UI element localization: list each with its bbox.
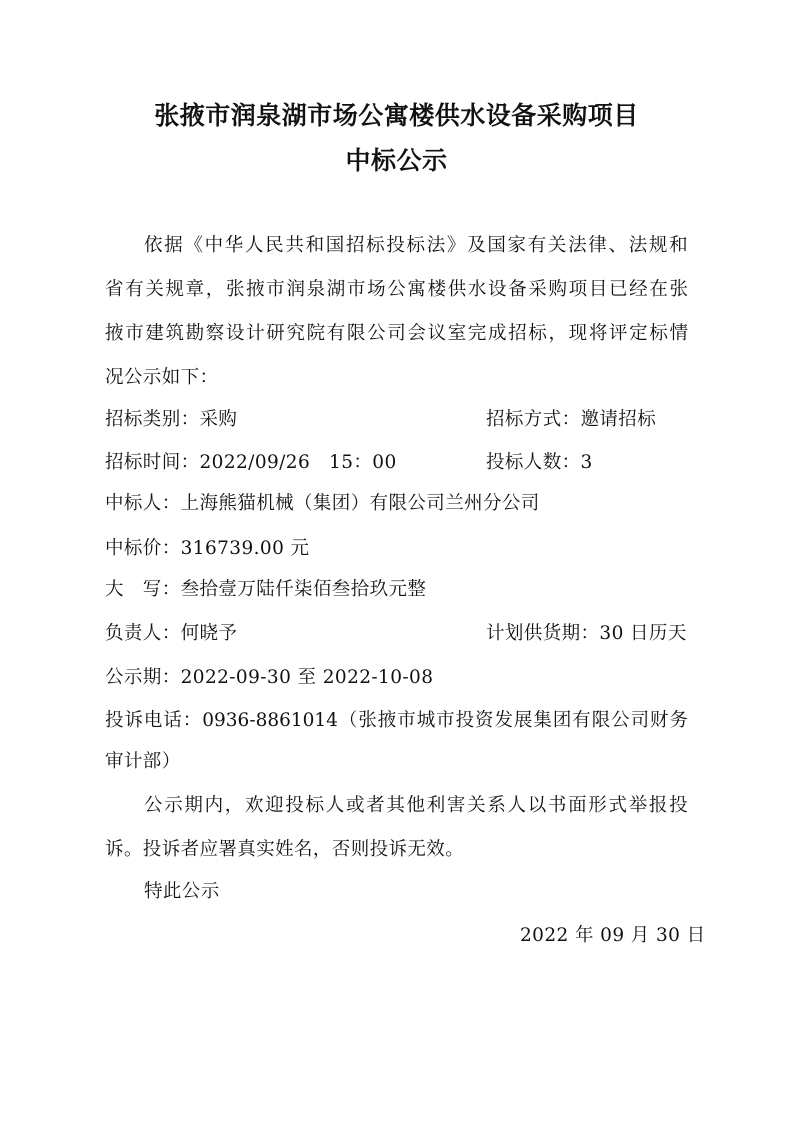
document-title-line1: 张掖市润泉湖市场公寓楼供水设备采购项目 (154, 101, 639, 130)
intro-line-1-text: 依据《中华人民共和国招标投标法》及国家有关法律、法规和 (144, 235, 688, 256)
complaint-phone-line-2: 审计部） (105, 751, 181, 772)
responsible-person: 负责人：何晓予 (105, 623, 238, 644)
bid-category: 招标类别：采购 (105, 409, 238, 430)
publicity-period: 公示期：2022-09-30 至 2022-10-08 (105, 667, 434, 688)
notice-line-1-text: 公示期内，欢迎投标人或者其他利害关系人以书面形式举报投 (144, 795, 688, 816)
notice-line-1 (144, 792, 688, 820)
notice-line-2: 诉。投诉者应署真实姓名，否则投诉无效。 (105, 839, 465, 860)
bidder-count: 投标人数：3 (486, 452, 593, 473)
intro-line-1 (144, 232, 688, 260)
closing-remark: 特此公示 (144, 881, 220, 902)
complaint-phone-line-1: 投诉电话：0936-8861014（张掖市城市投资发展集团有限公司财务 (105, 710, 688, 731)
document-title-line2: 中标公示 (345, 146, 448, 175)
announcement-date: 2022 年 09 月 30 日 (520, 925, 706, 946)
winning-price: 中标价：316739.00 元 (105, 538, 310, 559)
delivery-period: 计划供货期：30 日历天 (486, 623, 687, 644)
intro-line-2: 省有关规章，张掖市润泉湖市场公寓楼供水设备采购项目已经在张 (105, 279, 688, 300)
price-in-words: 大 写：叁拾壹万陆仟柒佰叁拾玖元整 (105, 579, 427, 600)
bid-method: 招标方式：邀请招标 (486, 409, 657, 430)
winning-bidder: 中标人：上海熊猫机械（集团）有限公司兰州分公司 (105, 493, 540, 514)
intro-line-3: 掖市建筑勘察设计研究院有限公司会议室完成招标，现将评定标情 (105, 323, 688, 344)
bid-time: 招标时间：2022/09/26 15：00 (105, 452, 397, 473)
intro-line-4: 况公示如下： (105, 367, 219, 388)
